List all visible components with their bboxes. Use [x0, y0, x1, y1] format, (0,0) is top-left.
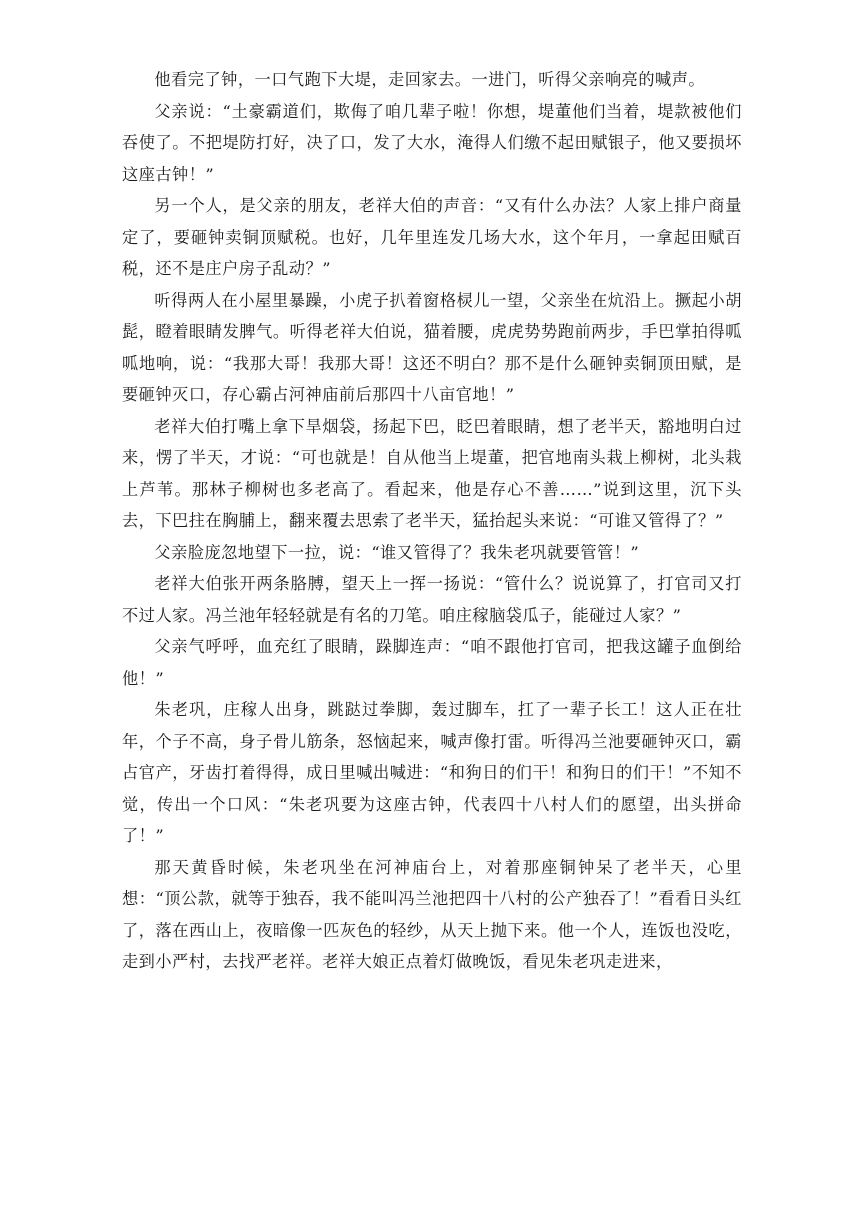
paragraph: 朱老巩，庄稼人出身，跳跶过拳脚，轰过脚车，扛了一辈子长工！这人正在壮年，个子不高，身子骨儿筋条，怒恼起来，喊声像打雷。听得冯兰池要砸钟灭口，霸占官产，牙齿打着得得，成日里喊出喊进：“和狗日的们干！和狗日的们干！”不知不觉，传出一个口风：“朱老巩要为这座古钟，代表四十八村人们的愿望，出头拼命了！”	[122, 700, 742, 845]
paragraph: 父亲说：“土豪霸道们，欺侮了咱几辈子啦！你想，堤董他们当着，堤款被他们吞使了。不把堤防打好，决了口，发了大水，淹得人们缴不起田赋银子，他又要损坏这座古钟！”	[122, 101, 742, 184]
paragraph: 父亲气呼呼，血充红了眼睛，跺脚连声：“咱不跟他打官司，把我这罐子血倒给他！”	[122, 637, 742, 688]
paragraph: 老祥大伯打嘴上拿下旱烟袋，扬起下巴，眨巴着眼睛，想了老半天，豁地明白过来，愣了半天，才说：“可也就是！自从他当上堤董，把官地南头栽上柳树，北头栽上芦苇。那林子柳树也多老高了。看起来，他是存心不善……”说到这里，沉下头去，下巴拄在胸脯上，翻来覆去思索了老半天，猛抬起头来说：“可谁又管得了？”	[122, 416, 742, 530]
document-page	[122, 64, 742, 978]
paragraph: 听得两人在小屋里暴躁，小虎子扒着窗格棂儿一望，父亲坐在炕沿上。撅起小胡髭，瞪着眼睛发脾气。听得老祥大伯说，猫着腰，虎虎势势跑前两步，手巴掌拍得呱呱地响，说：“我那大哥！我那大哥！这还不明白？那不是什么砸钟卖铜顶田赋，是要砸钟灭口，存心霸占河神庙前后那四十八亩官地！”	[122, 290, 742, 404]
paragraph: 父亲脸庞忽地望下一拉，说：“谁又管得了？我朱老巩就要管管！”	[154, 542, 640, 562]
paragraph: 那天黄昏时候，朱老巩坐在河神庙台上，对着那座铜钟呆了老半天，心里想：“顶公款，就等于独吞，我不能叫冯兰池把四十八村的公产独吞了！”看看日头红了，落在西山上，夜暗像一匹灰色的轻纱，从天上抛下来。他一个人，连饭也没吃，走到小严村，去找严老祥。老祥大娘正点着灯做晚饭，看见朱老巩走进来，	[122, 857, 742, 971]
paragraph: 老祥大伯张开两条胳膊，望天上一挥一扬说：“管什么？说说算了，打官司又打不过人家。冯兰池年轻轻就是有名的刀笔。咱庄稼脑袋瓜子，能碰过人家？”	[122, 574, 742, 625]
paragraph: 另一个人，是父亲的朋友，老祥大伯的声音：“又有什么办法？人家上排户商量定了，要砸钟卖铜顶赋税。也好，几年里连发几场大水，这个年月，一拿起田赋百税，还不是庄户房子乱动？”	[122, 196, 742, 278]
paragraph: 他看完了钟，一口气跑下大堤，走回家去。一进门，听得父亲响亮的喊声。	[154, 70, 706, 89]
